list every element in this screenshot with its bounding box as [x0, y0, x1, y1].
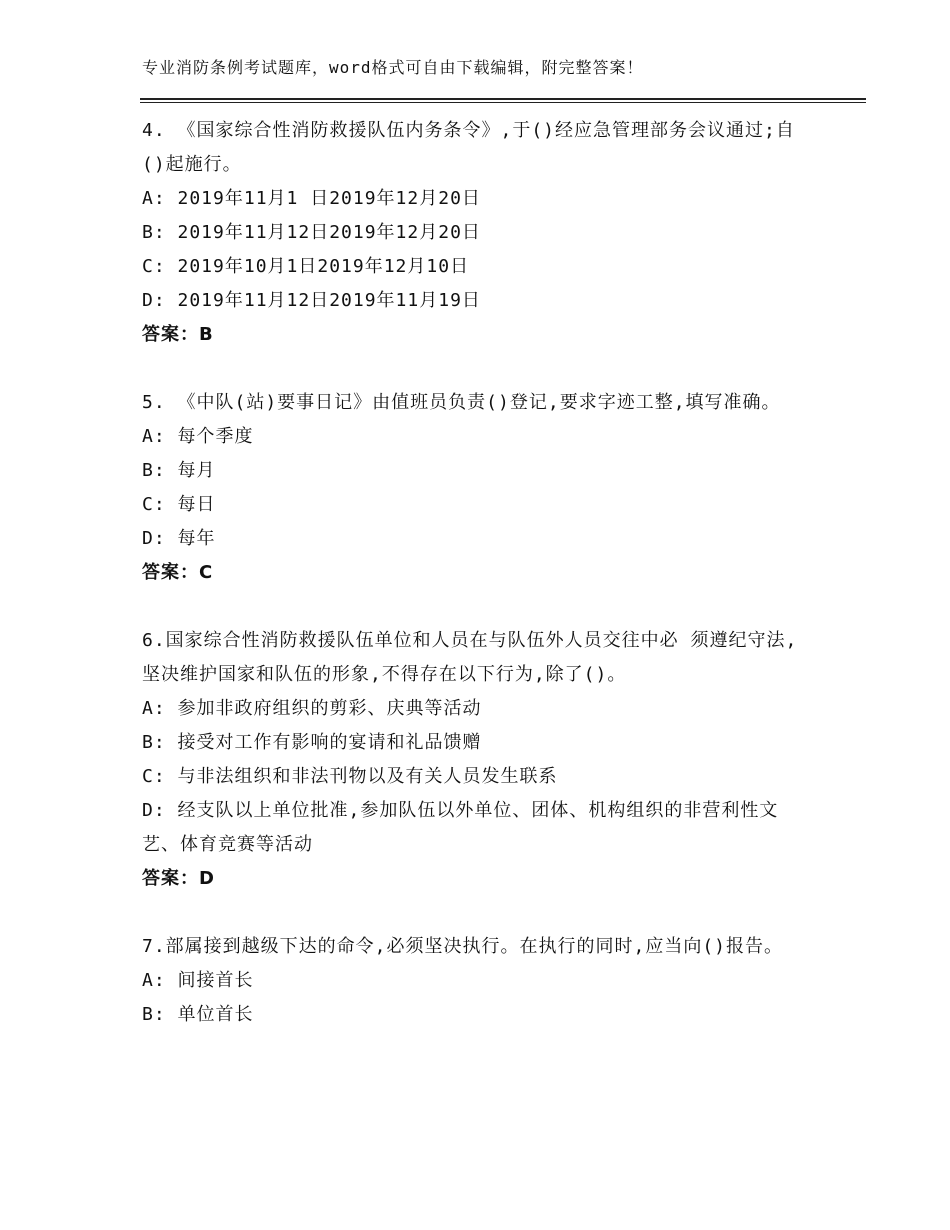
option-d: D: 经支队以上单位批准,参加队伍以外单位、团体、机构组织的非营利性文艺、体育竞赛等活动: [142, 800, 779, 855]
header-rule-thick: [140, 98, 866, 100]
option-d: D: 每年: [142, 528, 216, 549]
option-a: A: 每个季度: [142, 426, 254, 447]
option-b: B: 每月: [142, 460, 216, 481]
question-stem: 7.部属接到越级下达的命令,必须坚决执行。在执行的同时,应当向()报告。: [142, 936, 784, 957]
option-a: A: 间接首长: [142, 970, 254, 991]
spacer: [142, 352, 812, 386]
option-b: B: 2019年11月12日2019年12月20日: [142, 222, 481, 243]
question-stem: 5. 《中队(站)要事日记》由值班员负责()登记,要求字迹工整,填写准确。: [142, 392, 781, 413]
question-5: [142, 386, 812, 590]
option-c: C: 与非法组织和非法刊物以及有关人员发生联系: [142, 766, 558, 787]
question-6: [142, 624, 812, 896]
option-a: A: 2019年11月1 日2019年12月20日: [142, 188, 481, 209]
spacer: [142, 590, 812, 624]
answer-line: 答案：B: [142, 324, 214, 345]
answer-line: 答案：D: [142, 868, 215, 889]
question-stem: 4. 《国家综合性消防救援队伍内务条令》,于()经应急管理部务会议通过;自()起施行。: [142, 120, 795, 175]
header-rule-thin: [140, 102, 866, 103]
option-b: B: 接受对工作有影响的宴请和礼品馈赠: [142, 732, 482, 753]
question-7: [142, 930, 812, 1032]
question-stem: 6.国家综合性消防救援队伍单位和人员在与队伍外人员交往中必 须遵纪守法,坚决维护国家和队伍的形象,不得存在以下行为,除了()。: [142, 630, 798, 685]
option-c: C: 2019年10月1日2019年12月10日: [142, 256, 470, 277]
option-c: C: 每日: [142, 494, 216, 515]
option-a: A: 参加非政府组织的剪彩、庆典等活动: [142, 698, 482, 719]
answer-line: 答案：C: [142, 562, 214, 583]
question-list: [142, 114, 812, 1032]
question-4: [142, 114, 812, 352]
option-b: B: 单位首长: [142, 1004, 254, 1025]
page-header: 专业消防条例考试题库，word格式可自由下载编辑，附完整答案！: [142, 58, 644, 77]
option-d: D: 2019年11月12日2019年11月19日: [142, 290, 481, 311]
spacer: [142, 896, 812, 930]
